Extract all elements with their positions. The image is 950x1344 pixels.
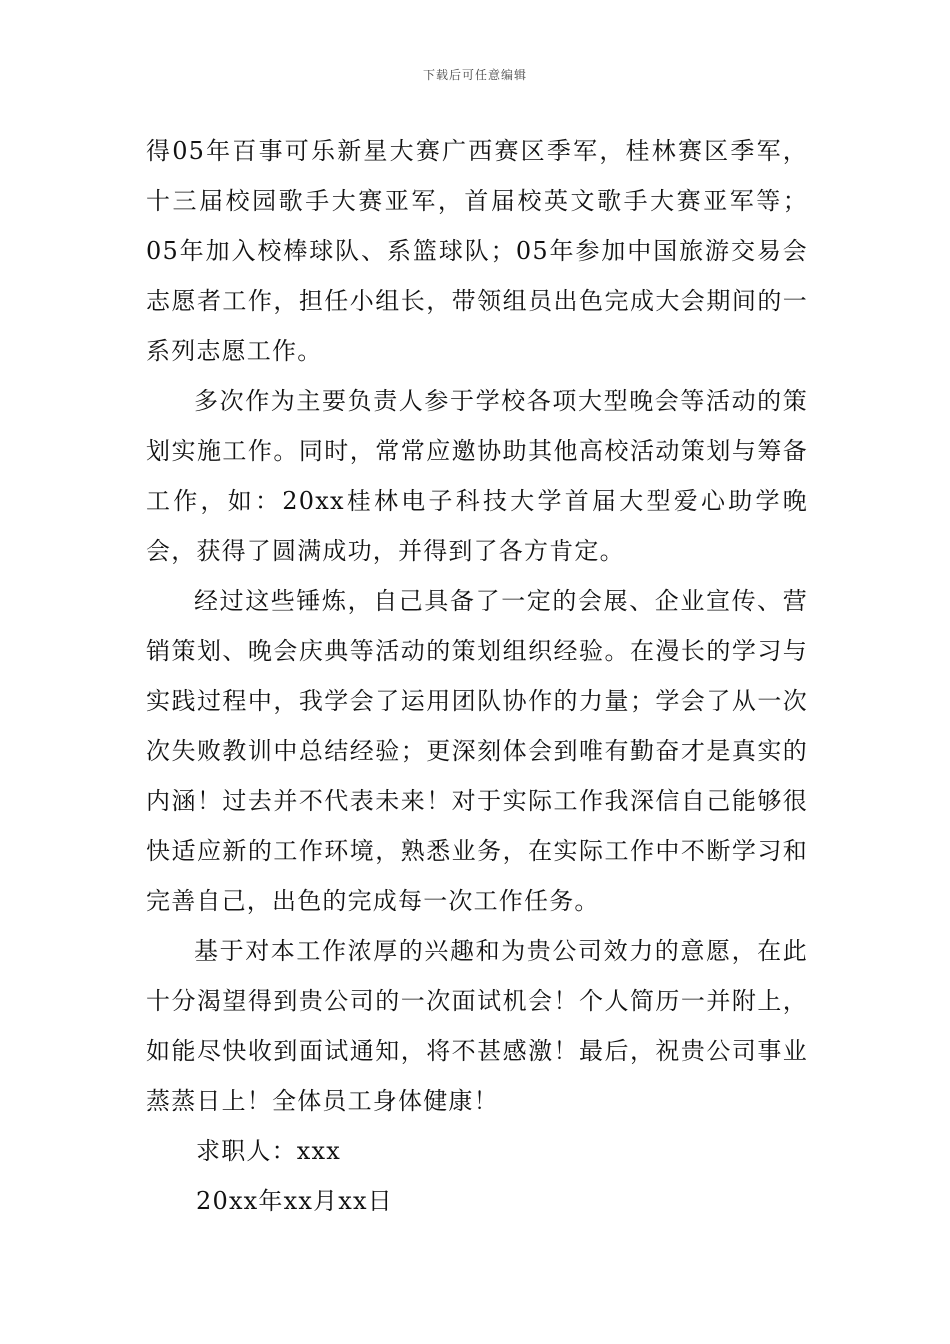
paragraph-event-planning: 多次作为主要负责人参于学校各项大型晚会等活动的策划实施工作。同时，常常应邀协助其他高校活动策划与筹备工作，如：20xx桂林电子科技大学首届大型爱心助学晚会，获得了圆满成功，并得到了各方肯定。 (146, 387, 808, 565)
letter-body (146, 126, 808, 1226)
page-header-note: 下载后可任意编辑 (422, 68, 527, 82)
paragraph-experience: 经过这些锤炼，自己具备了一定的会展、企业宣传、营销策划、晚会庆典等活动的策划组织经验。在漫长的学习与实践过程中，我学会了运用团队协作的力量；学会了从一次次失败教训中总结经验；更深刻体会到唯有勤奋才是真实的内涵！过去并不代表未来！对于实际工作我深信自己能够很快适应新的工作环境，熟悉业务，在实际工作中不断学习和完善自己，出色的完成每一次工作任务。 (146, 587, 808, 915)
date-line: 20xx年xx月xx日 (196, 1187, 393, 1215)
signature-line: 求职人：xxx (196, 1137, 342, 1165)
paragraph-awards: 得05年百事可乐新星大赛广西赛区季军，桂林赛区季军，十三届校园歌手大赛亚军，首届校英文歌手大赛亚军等；05年加入校棒球队、系篮球队；05年参加中国旅游交易会志愿者工作，担任小组长，带领组员出色完成大会期间的一系列志愿工作。 (146, 137, 808, 365)
paragraph-closing-request: 基于对本工作浓厚的兴趣和为贵公司效力的意愿，在此十分渴望得到贵公司的一次面试机会！个人简历一并附上，如能尽快收到面试通知，将不甚感激！最后，祝贵公司事业蒸蒸日上！全体员工身体健康！ (146, 937, 808, 1115)
